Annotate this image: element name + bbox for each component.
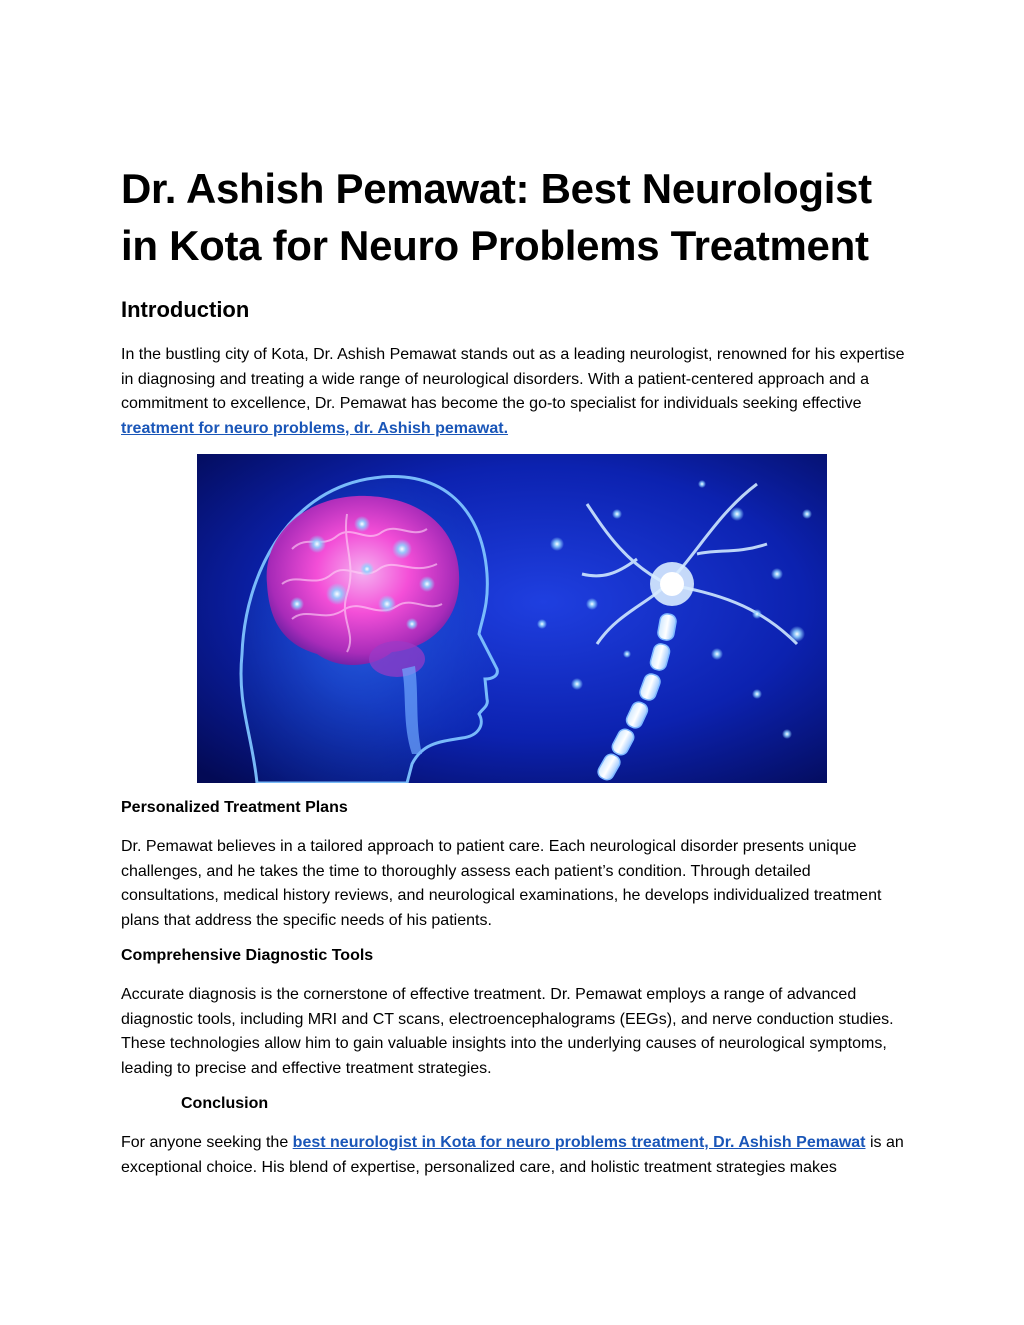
section-heading-personalized: Personalized Treatment Plans xyxy=(121,799,348,816)
conclusion-text-before: For anyone seeking the xyxy=(121,1134,289,1151)
section-heading-diagnostic: Comprehensive Diagnostic Tools xyxy=(121,947,374,964)
intro-heading: Introduction xyxy=(121,297,250,322)
intro-paragraph xyxy=(121,343,906,441)
section-paragraph-diagnostic: Accurate diagnosis is the cornerstone of effective treatment. Dr. Pemawat employs a range of advanced diagnostic tools, including MRI and CT scans, electroencephalograms (EEGs), and nerve conduction studies. These technologies allow him to gain valuable insights into the underlying causes of neurological symptoms, leading to precise and effective treatment strategies. xyxy=(121,986,894,1077)
conclusion-heading: Conclusion xyxy=(181,1095,269,1112)
brain-neuron-image xyxy=(197,454,827,783)
intro-text: In the bustling city of Kota, Dr. Ashish Pemawat stands out as a leading neurologist, renowned for his expertise in diagnosing and treating a wide range of neurological disorders. With a patient-centered approach and a commitment to excellence, Dr. Pemawat has become the go-to specialist for individuals seeking effective xyxy=(121,346,905,412)
brain-and-neuron-illustration-icon xyxy=(197,454,827,783)
page-title: Dr. Ashish Pemawat: Best Neurologist in Kota for Neuro Problems Treatment xyxy=(121,165,872,269)
neurologist-link[interactable]: best neurologist in Kota for neuro problems treatment, Dr. Ashish Pemawat xyxy=(292,1134,866,1151)
section-paragraph-personalized: Dr. Pemawat believes in a tailored approach to patient care. Each neurological disorder presents unique challenges, and he takes the time to thoroughly assess each patient’s condition. Through detailed consultations, medical history reviews, and neurological examinations, he develops individualized treatment plans that address the specific needs of his patients. xyxy=(121,838,882,929)
conclusion-text-after: is an exceptional choice. His blend of expertise, personalized care, and holistic treatment strategies makes xyxy=(121,1134,904,1176)
conclusion-paragraph xyxy=(121,1131,906,1180)
treatment-link[interactable]: treatment for neuro problems, dr. Ashish pemawat. xyxy=(121,419,509,437)
